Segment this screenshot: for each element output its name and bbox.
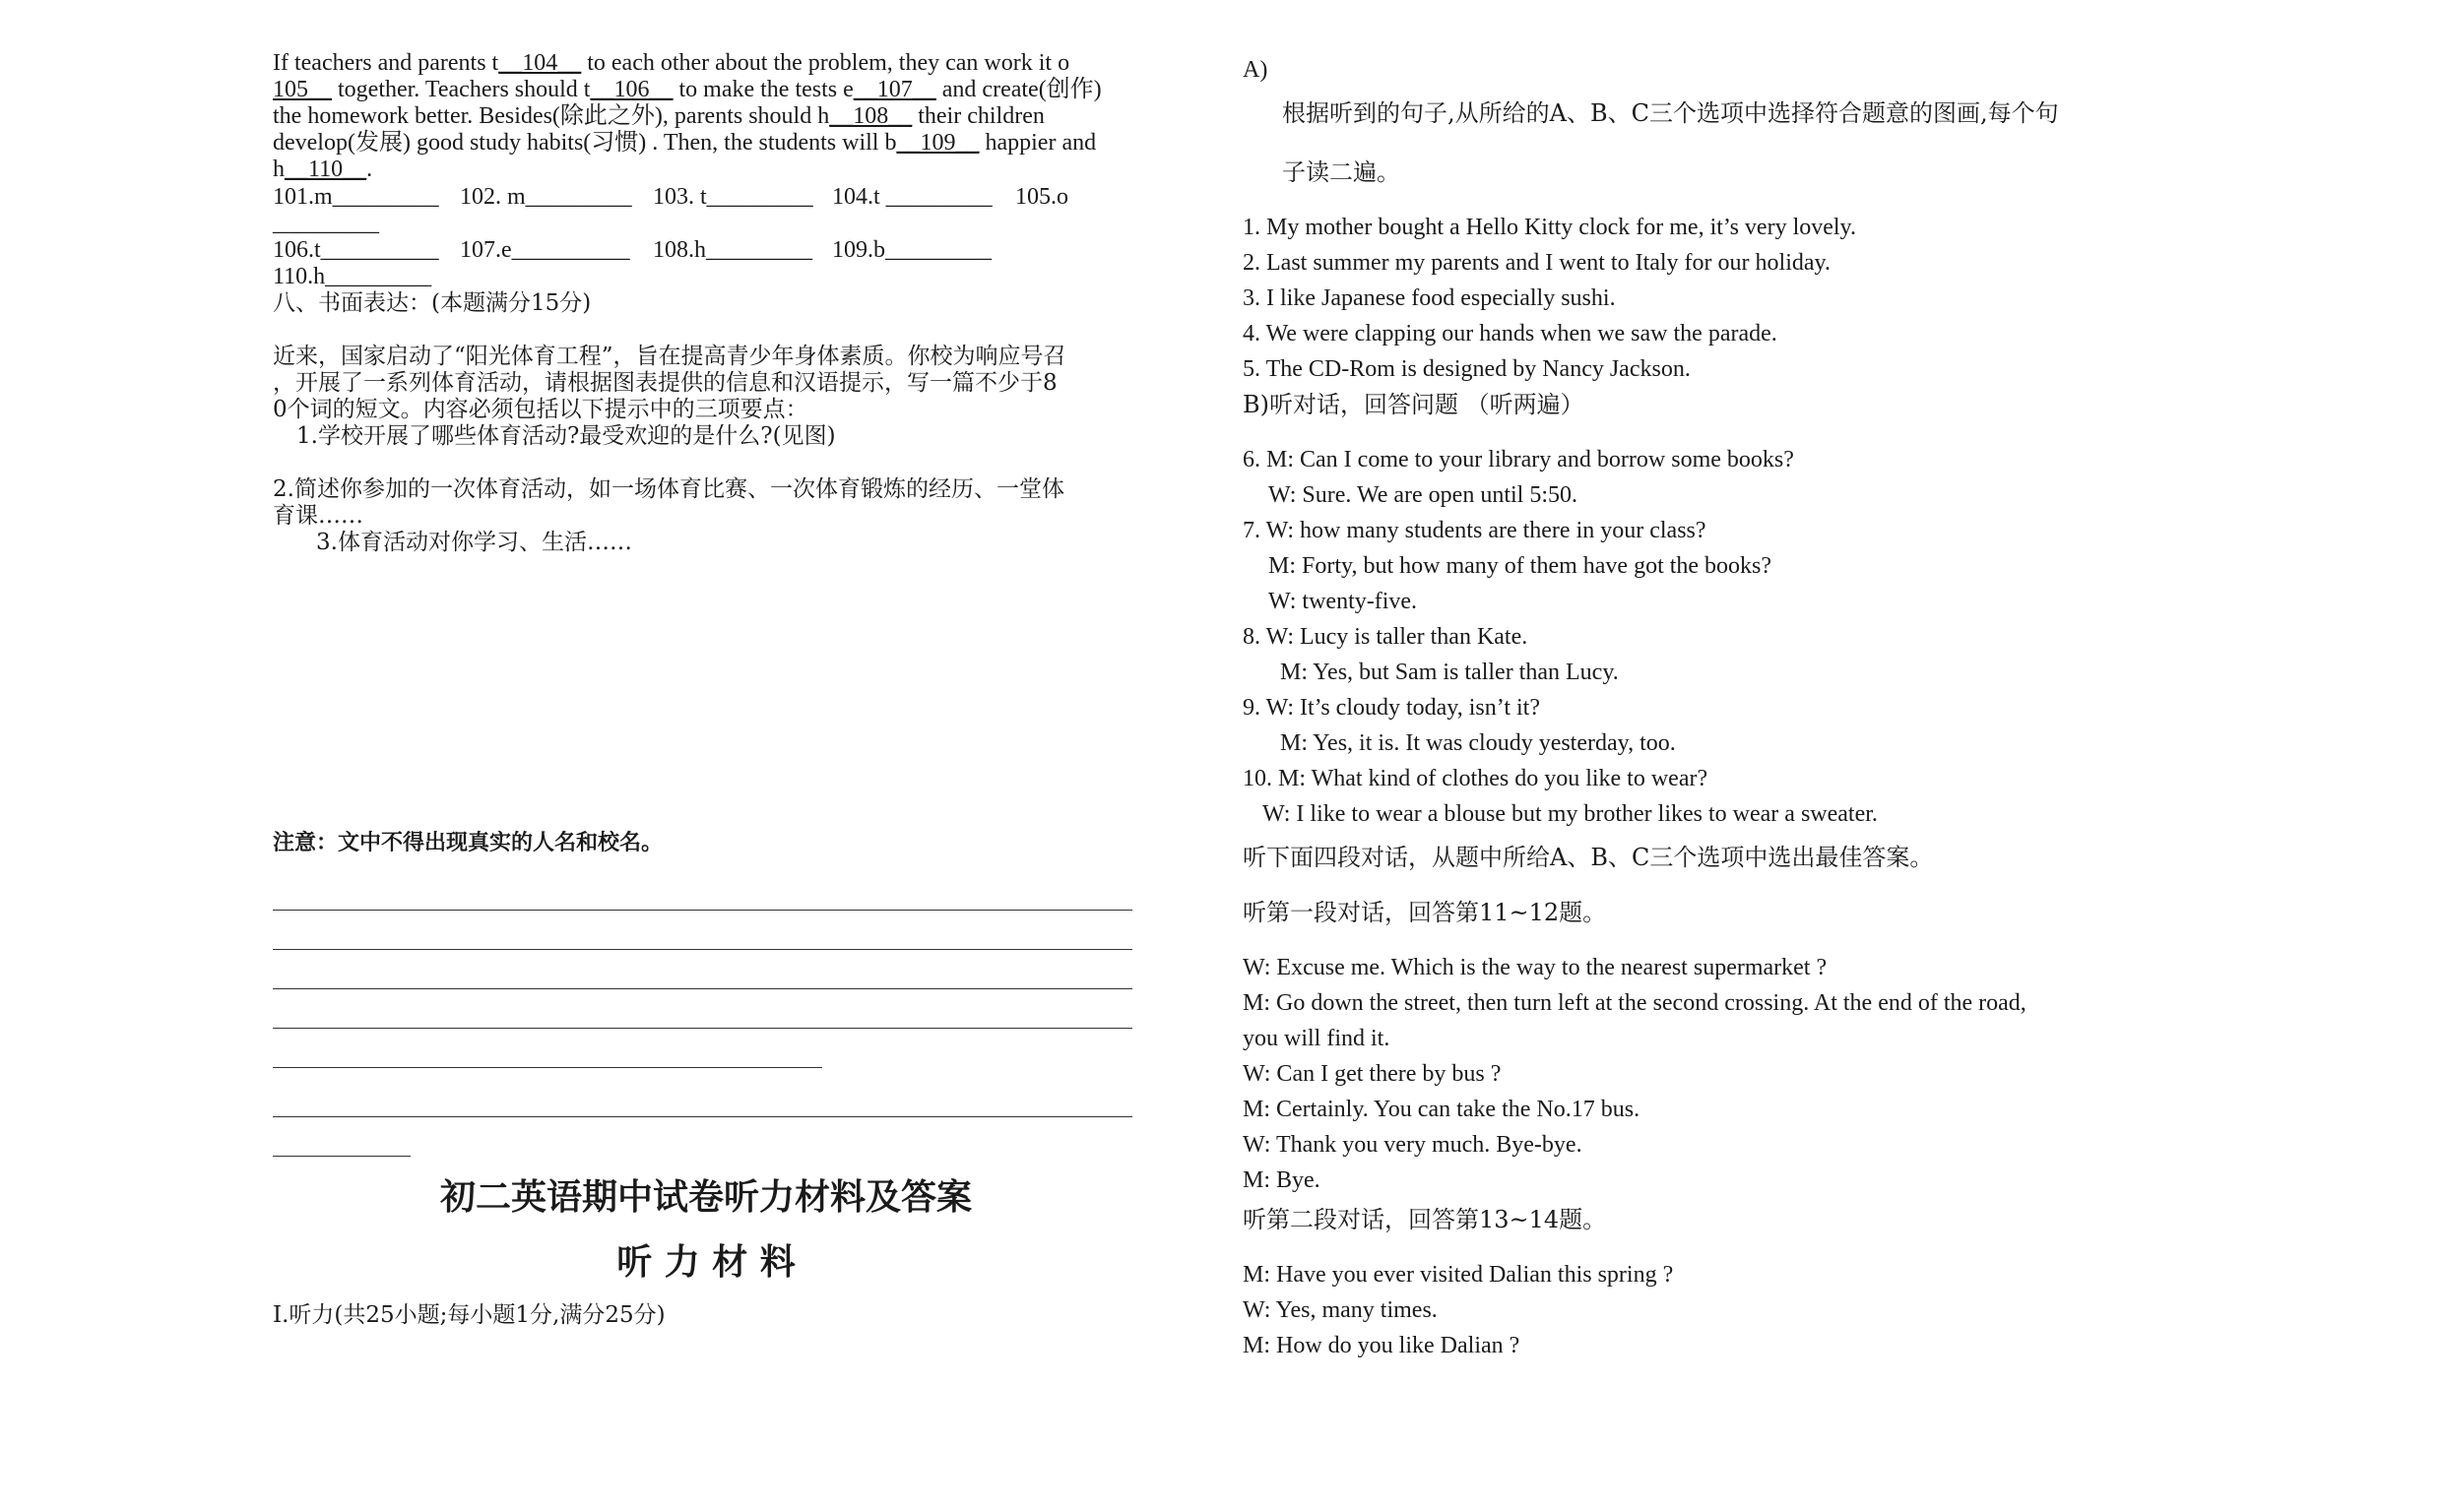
answer-line xyxy=(273,1067,822,1068)
passage-text: and create(创作) xyxy=(935,77,1102,102)
passage-text: h xyxy=(273,157,285,182)
blank-104: __104__ xyxy=(498,50,582,76)
answer-105-line: _________ xyxy=(273,211,379,236)
dialog-1-heading: 听第一段对话，回答第11~12题。 xyxy=(1243,899,1607,926)
dialog-line: M: Yes, but Sam is taller than Lucy. xyxy=(1280,660,1619,685)
dialog-line: 8. W: Lucy is taller than Kate. xyxy=(1243,624,1528,650)
answer-109: 109.b_________ xyxy=(832,237,992,263)
answer-line xyxy=(273,1156,411,1157)
passage-text: If teachers and parents t xyxy=(273,50,499,76)
passage-text: happier and xyxy=(979,130,1097,156)
dialog-1-line: W: Can I get there by bus ? xyxy=(1243,1061,1502,1087)
document-title: 初二英语期中试卷听力材料及答案 xyxy=(439,1177,972,1218)
part-a-instruction-1: 根据听到的句子,从所给的A、B、C三个选项中选择符合题意的图画,每个句 xyxy=(1282,99,2059,127)
essay-point-3: 3.体育活动对你学习、生活…… xyxy=(316,530,632,555)
answer-102: 102. m_________ xyxy=(460,184,632,210)
answer-106: 106.t__________ xyxy=(273,237,439,263)
answer-110: 110.h_________ xyxy=(273,264,432,289)
blank-109: __109__ xyxy=(896,130,980,156)
document-subtitle: 听 力 材 料 xyxy=(616,1242,796,1283)
dialog-line: 10. M: What kind of clothes do you like to wear? xyxy=(1243,766,1708,791)
dialog-line: 7. W: how many students are there in your class? xyxy=(1243,518,1706,543)
sentence-2: 2. Last summer my parents and I went to Italy for our holiday. xyxy=(1243,250,1831,276)
dialog-1-line: you will find it. xyxy=(1243,1026,1390,1051)
passage-line-5 xyxy=(273,156,372,183)
essay-intro-line-3: 0个词的短文。内容必须包括以下提示中的三项要点： xyxy=(273,397,808,422)
answer-107: 107.e__________ xyxy=(460,237,630,263)
blank-107: __107__ xyxy=(853,77,936,102)
blank-110: __110__ xyxy=(285,157,367,182)
passage-text: together. Teachers should t xyxy=(332,77,591,102)
dialog-1-line: W: Thank you very much. Bye-bye. xyxy=(1243,1132,1582,1158)
dialog-line: W: Sure. We are open until 5:50. xyxy=(1268,482,1577,508)
passage-line-2 xyxy=(273,76,1102,103)
answer-104: 104.t _________ xyxy=(832,184,993,210)
dialog-2-heading: 听第二段对话，回答第13~14题。 xyxy=(1243,1206,1607,1233)
dialog-2-line: W: Yes, many times. xyxy=(1243,1297,1438,1323)
answer-103: 103. t_________ xyxy=(653,184,813,210)
dialog-2-line: M: Have you ever visited Dalian this spring ? xyxy=(1243,1262,1674,1288)
essay-point-2-cont: 育课…… xyxy=(273,503,363,529)
passage-text: the homework better. Besides(除此之外), parents should h xyxy=(273,103,830,129)
answer-line xyxy=(273,1028,1132,1029)
answer-108: 108.h_________ xyxy=(653,237,812,263)
answer-105: 105.o xyxy=(1015,184,1068,210)
dialog-line: M: Yes, it is. It was cloudy yesterday, too. xyxy=(1280,730,1676,756)
dialog-1-line: M: Bye. xyxy=(1243,1167,1320,1193)
passage-text: develop(发展) good study habits(习惯) . Then, the students will b xyxy=(273,130,897,156)
dialog-line: 9. W: It’s cloudy today, isn’t it? xyxy=(1243,695,1540,721)
essay-point-1: 1.学校开展了哪些体育活动?最受欢迎的是什么?(见图) xyxy=(296,423,836,449)
sentence-5: 5. The CD-Rom is designed by Nancy Jackson. xyxy=(1243,356,1691,382)
four-dialogs-instruction: 听下面四段对话，从题中所给A、B、C三个选项中选出最佳答案。 xyxy=(1243,844,1934,871)
part-a-instruction-2: 子读二遍。 xyxy=(1282,158,1400,186)
dialog-1-line: M: Go down the street, then turn left at the second crossing. At the end of the road, xyxy=(1243,990,2026,1016)
sentence-1: 1. My mother bought a Hello Kitty clock for me, it’s very lovely. xyxy=(1243,215,1856,240)
answer-line xyxy=(273,949,1132,950)
answer-101: 101.m_________ xyxy=(273,184,439,210)
essay-intro-line-2: ，开展了一系列体育活动，请根据图表提供的信息和汉语提示，写一篇不少于8 xyxy=(273,370,1058,396)
passage-line-3 xyxy=(273,102,1045,130)
blank-105: 105__ xyxy=(273,77,332,102)
answer-line xyxy=(273,988,1132,989)
sentence-3: 3. I like Japanese food especially sushi. xyxy=(1243,285,1616,311)
dialog-1-line: W: Excuse me. Which is the way to the nearest supermarket ? xyxy=(1243,955,1828,980)
passage-text: to each other about the problem, they can work it o xyxy=(581,50,1070,76)
passage-line-4 xyxy=(273,129,1096,157)
part-a-label: A) xyxy=(1243,57,1268,83)
essay-point-2: 2.简述你参加的一次体育活动，如一场体育比赛、一次体育锻炼的经历、一堂体 xyxy=(273,476,1064,502)
dialog-line: W: twenty-five. xyxy=(1268,589,1418,614)
passage-line-1 xyxy=(273,49,1069,77)
sentence-4: 4. We were clapping our hands when we saw the parade. xyxy=(1243,321,1777,346)
passage-text: to make the tests e xyxy=(673,77,854,102)
dialog-1-line: M: Certainly. You can take the No.17 bus. xyxy=(1243,1097,1640,1122)
blank-108: __108__ xyxy=(829,103,913,129)
essay-intro-line-1: 近来，国家启动了“阳光体育工程”，旨在提高青少年身体素质。你校为响应号召 xyxy=(273,344,1066,369)
blank-106: __106__ xyxy=(590,77,674,102)
answer-line xyxy=(273,1116,1132,1117)
dialog-line: 6. M: Can I come to your library and borrow some books? xyxy=(1243,447,1794,472)
dialog-line: M: Forty, but how many of them have got the books? xyxy=(1268,553,1772,579)
answer-line xyxy=(273,910,1132,911)
essay-note: 注意：文中不得出现真实的人名和校名。 xyxy=(273,830,664,855)
dialog-line: W: I like to wear a blouse but my brother likes to wear a sweater. xyxy=(1262,801,1878,827)
dialog-2-line: M: How do you like Dalian ? xyxy=(1243,1333,1520,1358)
listening-heading: I.听力(共25小题;每小题1分,满分25分) xyxy=(273,1302,666,1328)
part-b-heading: B)听对话，回答问题 （听两遍） xyxy=(1243,391,1584,418)
passage-text: . xyxy=(366,157,373,182)
section-8-heading: 八、书面表达：(本题满分15分) xyxy=(273,290,592,316)
passage-text: their children xyxy=(912,103,1045,129)
